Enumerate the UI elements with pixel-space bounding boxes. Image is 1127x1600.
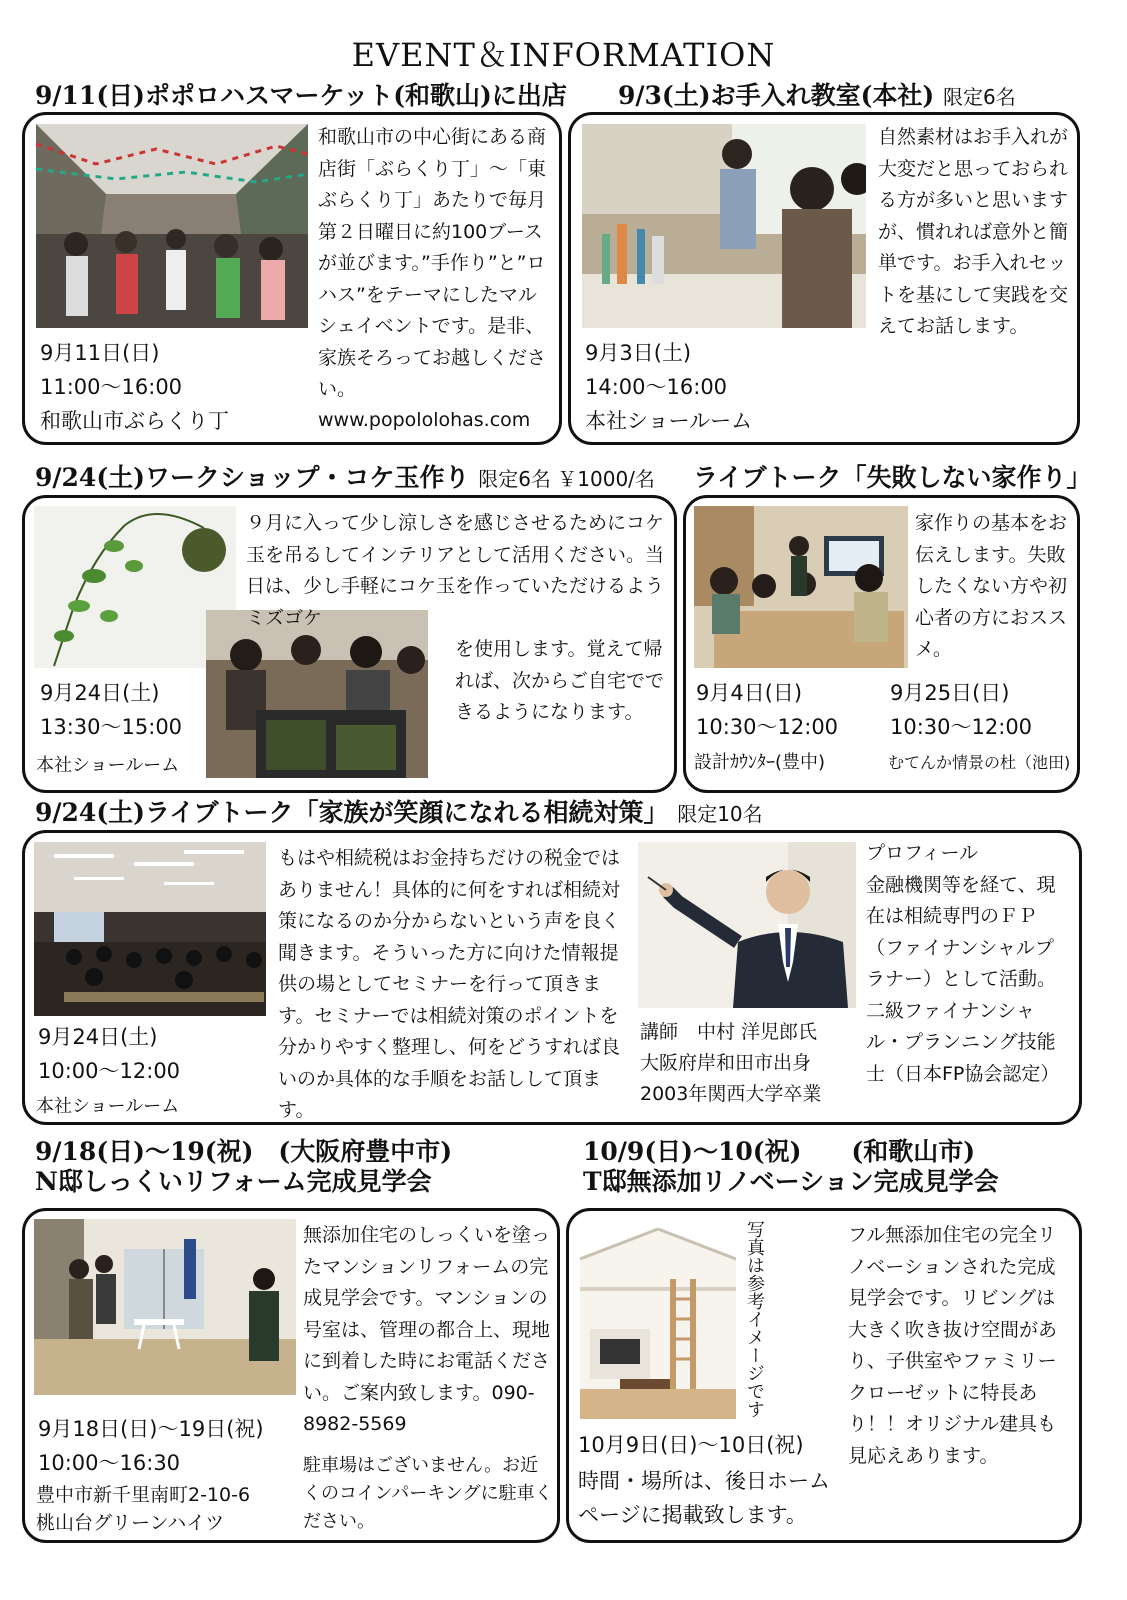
- kokedama-time: 13:30～15:00: [40, 715, 183, 739]
- lecturer-profile: プロフィール 金融機関等を経て、現在は相続専門のＦＰ（ファイナンシャルプラナー）として活動。二級ファイナンシャル・プランニング技能士（日本FP協会認定）: [866, 842, 1060, 1085]
- souzoku-description: もはや相続税はお金持ちだけの税金ではありません！具体的に何をすれば相続対策になるのか分からないという声を良く聞きます。そういった方に向けた情報提供の場としてセミナーを行って頂きます。セミナーでは相続対策のポイントを分かりやすく整理し、何をどうすれば良いのか具体的な手順をお話しして頂ます。: [278, 847, 621, 1121]
- kokedama-place: 本社ショールーム: [36, 755, 180, 776]
- kokedama-date: 9月24日(土): [40, 681, 160, 705]
- souzoku-date: 9月24日(土): [38, 1025, 158, 1049]
- livetalk1-place2: むてんか情景の杜（池田): [888, 753, 1071, 772]
- kokedama-description-top: ９月に入って少し涼しさを感じさせるためにコケ玉を吊るしてインテリアとして活用ください。当日は、少し手軽にコケ玉を作っていただけるようミズゴケ: [246, 512, 665, 629]
- lecturer-photo: [638, 842, 856, 1008]
- shikkui-parking: 駐車場はございません。お近くのコインパーキングに駐車ください。: [303, 1455, 553, 1532]
- popolohas-title: 9/11(日)ポポロハスマーケット(和歌山)に出店: [35, 81, 567, 110]
- page-title: EVENT＆INFORMATION: [351, 36, 776, 74]
- kokedama-workshop-photo: [206, 610, 428, 778]
- livetalk1-description: 家作りの基本をお伝えします。失敗したくない方や初心者の方におススメ。: [915, 512, 1068, 660]
- renovation-title: [583, 1137, 999, 1197]
- popolohas-time: 11:00～16:00: [40, 375, 183, 399]
- shikkui-address1: 豊中市新千里南町2-10-6: [36, 1484, 251, 1506]
- shikkui-title-line2: N邸しっくいリフォーム完成見学会: [35, 1167, 432, 1196]
- livetalk1-date2: 9月25日(日): [890, 681, 1010, 705]
- kokedama-description-bottom: を使用します。覚えて帰れば、次からご自宅でできるようになります。: [455, 638, 665, 723]
- lecturer-origin: 大阪府岸和田市出身: [640, 1052, 812, 1074]
- shikkui-time: 10:00～16:30: [38, 1451, 181, 1475]
- teire-title: [618, 76, 1016, 112]
- shikkui-date: 9月18日(日)～19日(祝): [38, 1417, 264, 1441]
- teire-description: 自然素材はお手入れが大変だと思っておられる方が多いと思いますが、慣れれば意外と簡単です。お手入れセットを基にして実践を交えてお話します。: [878, 126, 1069, 337]
- souzoku-title: [35, 793, 763, 829]
- renovation-title-line2: T邸無添加リノベーション完成見学会: [583, 1167, 999, 1196]
- livetalk1-title: ライブトーク「失敗しない家作り」: [693, 463, 1092, 492]
- livetalk1-photo: [694, 506, 908, 668]
- kokedama-note: 限定6名 ￥1000/名: [478, 467, 655, 491]
- teire-class-photo: [582, 124, 866, 328]
- livetalk1-date1: 9月4日(日): [696, 681, 803, 705]
- teire-limit: 限定6名: [942, 85, 1016, 109]
- renovation-title-line1: 10/9(日)～10(祝) (和歌山市): [583, 1137, 976, 1166]
- souzoku-place: 本社ショールーム: [36, 1096, 180, 1117]
- souzoku-time: 10:00～12:00: [38, 1059, 181, 1083]
- teire-title-text: 9/3(土)お手入れ教室(本社): [618, 81, 935, 110]
- renovation-photo-note: 写真は参考イメージです: [744, 1220, 765, 1418]
- shikkui-address2: 桃山台グリーンハイツ: [36, 1512, 225, 1534]
- renovation-reference-photo: [580, 1219, 736, 1419]
- souzoku-title-text: 9/24(土)ライブトーク「家族が笑顔になれる相続対策」: [35, 798, 669, 827]
- lecturer-name: 講師 中村 洋児郎氏: [640, 1021, 818, 1043]
- livetalk1-place1: 設計ｶｳﾝﾀｰ(豊中): [694, 752, 826, 773]
- kokedama-title: [35, 458, 655, 494]
- renovation-date: 10月9日(日)～10日(祝): [578, 1433, 804, 1457]
- popolohas-description: 和歌山市の中心街にある商店街「ぶらくり丁」～「東ぶらくり丁」あたりで毎月第２日曜日に約100ブースが並びます。”手作り”と”ロハス”をテーマにしたマルシェイベントです。是非、家族そろってお越しください。: [318, 126, 547, 400]
- shikkui-title: [35, 1137, 452, 1197]
- teire-date: 9月3日(土): [585, 341, 692, 365]
- shikkui-description: 無添加住宅のしっくいを塗ったマンションリフォームの完成見学会です。マンションの号室は、管理の都合上、現地に到着した時にお電話ください。ご案内致します。090-8982-5569: [303, 1224, 551, 1435]
- souzoku-limit: 限定10名: [677, 802, 763, 826]
- renovation-info: 時間・場所は、後日ホームページに掲載致します。: [578, 1469, 830, 1527]
- renovation-description: フル無添加住宅の完全リノベーションされた完成見学会です。リビングは大きく吹き抜け空間があり、子供室やファミリークローゼットに特長あり！！オリジナル建具も見応えあります。: [848, 1224, 1058, 1467]
- teire-place: 本社ショールーム: [585, 409, 753, 433]
- popolohas-date: 9月11日(日): [40, 341, 160, 365]
- shikkui-room-photo: [34, 1219, 296, 1395]
- seminar-room-photo: [34, 842, 266, 1016]
- lecturer-graduation: 2003年関西大学卒業: [640, 1083, 822, 1105]
- livetalk1-time2: 10:30～12:00: [890, 715, 1033, 739]
- popolohas-place: 和歌山市ぶらくり丁: [40, 409, 229, 433]
- market-street-photo: [36, 124, 308, 328]
- shikkui-title-line1: 9/18(日)～19(祝) (大阪府豊中市): [35, 1137, 453, 1166]
- kokedama-title-text: 9/24(土)ワークショップ・コケ玉作り: [35, 463, 470, 492]
- popolohas-url[interactable]: www.popololohas.com: [318, 409, 531, 431]
- teire-time: 14:00～16:00: [585, 375, 728, 399]
- livetalk1-time1: 10:30～12:00: [696, 715, 839, 739]
